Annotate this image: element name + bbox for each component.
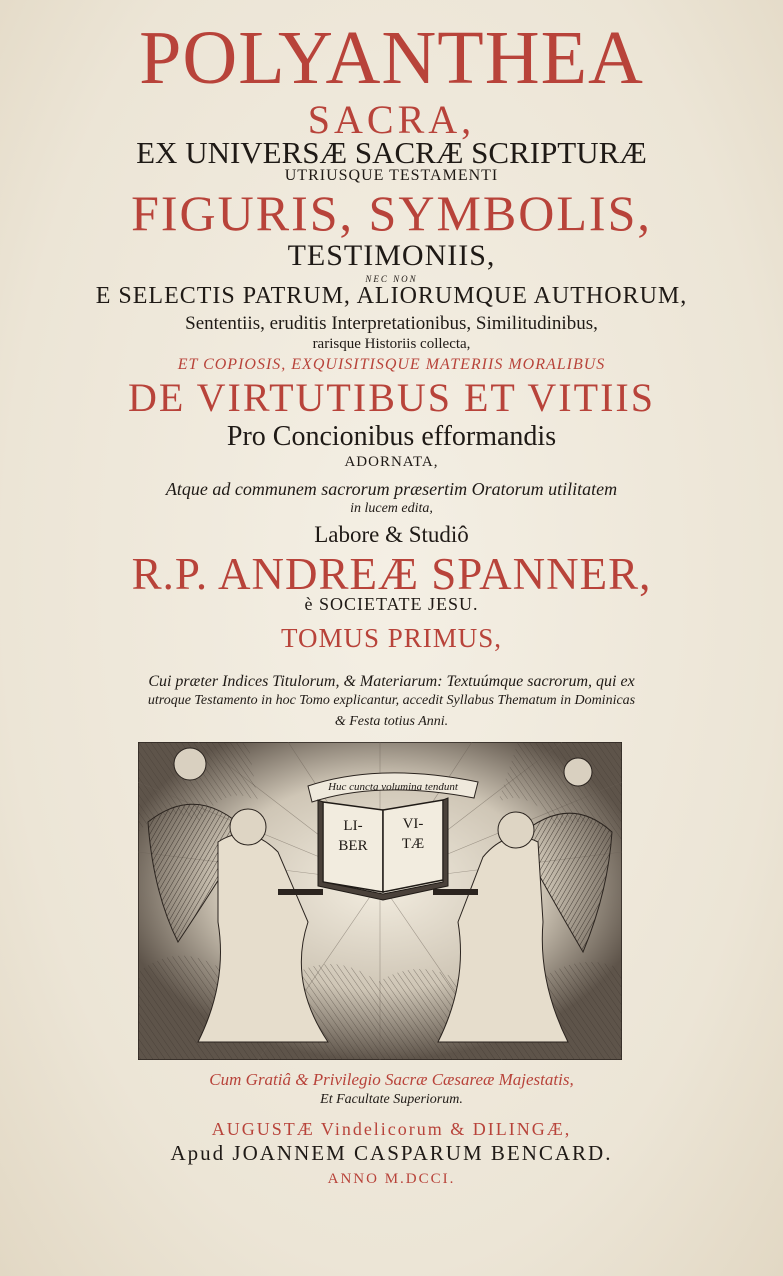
author-society: è SOCIETATE JESU. — [304, 594, 479, 614]
facultate-line: Et Facultate Superiorum. — [320, 1092, 463, 1107]
book-text-left-2: BER — [338, 838, 368, 854]
publisher-line: Apud JOANNEM CASPARUM BENCARD. — [170, 1141, 613, 1165]
title-line-historiis: rarisque Historiis collecta, — [312, 336, 471, 352]
volume-label: TOMUS PRIMUS, — [280, 623, 503, 653]
book-text-left-1: LI- — [343, 818, 363, 834]
author-name: R.P. ANDREÆ SPANNER, — [131, 549, 652, 599]
title-line-materiis: ET COPIOSIS, EXQUISITISQUE MATERIIS MORALIBUS — [177, 356, 606, 373]
main-title: POLYANTHEA — [139, 16, 644, 100]
title-line-testimoniis: TESTIMONIIS, — [287, 239, 496, 272]
title-line-labore: Labore & Studiô — [314, 522, 469, 547]
engraved-vignette — [138, 742, 622, 1060]
subtitle-sacra: SACRA, — [307, 97, 476, 142]
title-line-adornata: ADORNATA, — [344, 454, 439, 470]
title-line-communem: Atque ad communem sacrorum præsertim Oratorum utilitatem — [165, 479, 618, 499]
cherub-left — [174, 748, 206, 780]
banner-text: Huc cuncta volumina tendunt — [328, 781, 458, 793]
title-line-testamenti: UTRIUSQUE TESTAMENTI — [284, 167, 499, 184]
contents-note-2: utroque Testamento in hoc Tomo explicantur, accedit Syllabus Thematum in Dominicas — [147, 693, 636, 708]
publication-year: ANNO M.DCCI. — [327, 1171, 456, 1187]
title-line-nec-non: NEC NON — [365, 274, 418, 284]
title-line-virtutibus: DE VIRTUTIBUS ET VITIIS — [128, 375, 655, 420]
title-line-scripturae: EX UNIVERSÆ SACRÆ SCRIPTURÆ — [136, 135, 647, 170]
contents-note-1: Cui præter Indices Titulorum, & Materiarum: Textuúmque sacrorum, qui ex — [148, 673, 635, 690]
title-line-sententiis: Sententiis, eruditis Interpretationibus, Similitudinibus, — [185, 313, 598, 334]
book-text-right-2: TÆ — [401, 836, 425, 852]
place-of-publication: AUGUSTÆ Vindelicorum & DILINGÆ, — [211, 1119, 572, 1139]
privilege-line: Cum Gratiâ & Privilegio Sacræ Cæsareæ Majestatis, — [209, 1070, 574, 1089]
book-text-right-1: VI- — [402, 816, 424, 832]
title-line-figuris: FIGURIS, SYMBOLIS, — [131, 185, 652, 241]
contents-note-3: & Festa totius Anni. — [334, 714, 449, 729]
title-line-patrum: E SELECTIS PATRUM, ALIORUMQUE AUTHORUM, — [95, 283, 688, 309]
title-line-concionibus: Pro Concionibus efformandis — [226, 421, 557, 452]
title-line-edita: in lucem edita, — [350, 501, 433, 516]
cherub-right — [564, 758, 592, 786]
